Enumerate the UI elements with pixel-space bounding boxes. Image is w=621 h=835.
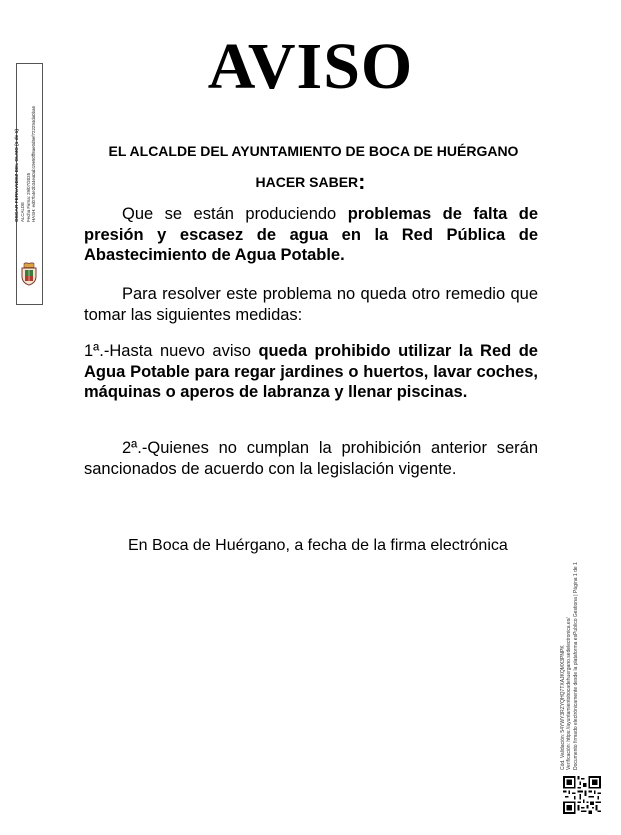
validation-platform: Documento firmado electrónicamente desde la plataforma esPublico Gestiona | Página 1 de 1	[572, 562, 579, 770]
paragraph-measures-intro	[84, 284, 538, 325]
issuer-heading: EL ALCALDE DEL AYUNTAMIENTO DE BOCA DE HUÉRGANO	[108, 143, 519, 159]
paragraph-measures-text: Para resolver este problema no queda otro remedio que tomar las siguientes medidas:	[84, 285, 538, 324]
validation-code: Cód. Validación: 54YWY3RZYQHQ7TXAJKQMX3PNPK	[560, 645, 566, 770]
notice-title: AVISO	[207, 30, 414, 103]
proclamation-colon: :	[358, 169, 366, 194]
proclamation-text: HACER SABER	[255, 174, 359, 190]
measure-1	[84, 341, 538, 403]
signature-text	[15, 0, 36, 222]
signature-date: Fecha Firma: 29/07/2025	[25, 172, 31, 222]
measure-1-emphasis: queda prohibido utilizar la Red de Agua Potable para regar jardines o huertos, lavar coches, máquinas o aperos de labranza y llenar piscinas.	[84, 342, 538, 401]
signer-name: OSCAR FERNANDEZ DEL OLMO (1 de 1)	[15, 129, 20, 222]
measure-2-text: 2ª.-Quienes no cumplan la prohibición anterior serán sancionados de acuerdo con la legislación vigente.	[84, 439, 538, 478]
validation-url: Verificación: https://ayuntamientobocadehuergano.sedelectronica.es/	[566, 617, 573, 770]
measure-1-intro: 1ª.-Hasta nuevo aviso	[84, 342, 259, 360]
municipal-coat-of-arms-icon	[19, 262, 39, 286]
paragraph-problem-emphasis: problemas de falta de presión y escasez de agua en la Red Pública de Abastecimiento de Agua Potable.	[84, 205, 539, 264]
signer-role: ALCALDE	[20, 201, 26, 222]
signature-hash: HASH: ed07b4e2b34ea0ab19e50ff8ae0d5ef722294da0ba6	[30, 106, 36, 222]
measure-2	[84, 438, 538, 479]
paragraph-problem	[84, 204, 538, 266]
validation-text	[560, 540, 579, 770]
proclamation-heading	[0, 167, 621, 193]
place-and-date: En Boca de Huérgano, a fecha de la firma electrónica	[128, 537, 508, 554]
paragraph-problem-intro: Que se están produciendo	[122, 205, 348, 223]
qr-code-icon[interactable]	[563, 776, 601, 814]
